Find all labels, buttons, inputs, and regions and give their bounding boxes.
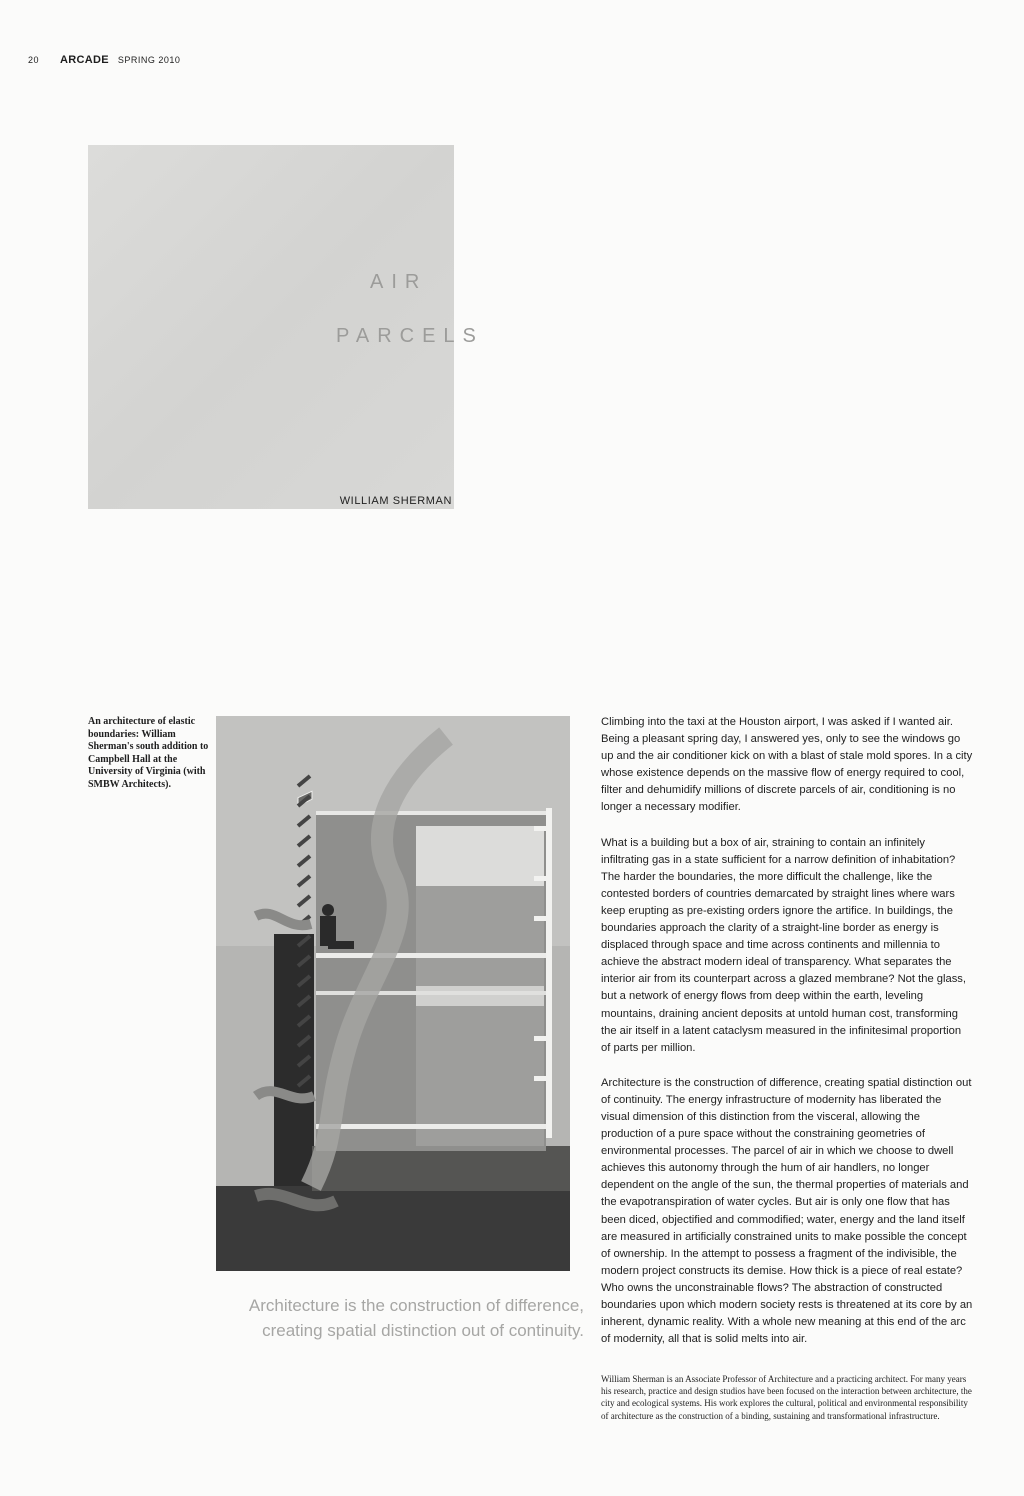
body-paragraph: Architecture is the construction of difference, creating spatial distinction out of continuity. The energy infrastructure of modernity has liberated the visual dimension of this distinction from the visceral, allowing the production of a pure space without the constraining geometries of environmental processes. The parcel of air in which we choose to dwell achieves this autonomy through the hum of air handlers, no longer dependent on the angle of the sun, the thermal properties of materials and the evapotranspiration of water cycles. But air is only one flow that has been diced, objectified and commodified; water, energy and the land itself are measured in artificially constrained units to make possible the concept of ownership. In the attempt to possess a fragment of the indivisible, the modern project constructs its demise. How thick is a piece of real estate? Who owns the unconstrainable flows? The abstraction of constructed boundaries upon which modern society rests is threatened at its core by an inherent, dynamic reality. With a whole new meaning at this end of the arc of modernity, all that is solid melts into air.: [601, 1076, 973, 1346]
article-title-line2: PARCELS: [336, 325, 484, 347]
body-paragraph: What is a building but a box of air, straining to contain an infinitely infiltrating gas in a state sufficient for a narrow definition of inhabitation? The harder the boundaries, the more difficult the challenge, like the contested borders of countries demarcated by straight lines where wars keep erupting as pre-existing orders ignore the artifice. In buildings, the boundaries approach the clarity of a straight-line border as energy is displaced through space and time across continents and millennia to achieve the abstract modern ideal of transparency. What separates the interior air from its counterpart across a glazed membrane? Not the glass, but a network of energy flows from deep within the earth, leveling mountains, draining ancient deposits at untold human cost, transforming the air itself in a latent cataclysm measured in the infinitesimal proportion of parts per million.: [601, 836, 966, 1054]
page-header: [28, 54, 180, 66]
body-paragraph: Climbing into the taxi at the Houston airport, I was asked if I wanted air. Being a pleasant spring day, I answered yes, only to see the windows go up and the air conditioner kick on with a blast of stale mold spores. In a city whose existence depends on the massive flow of energy required to cool, filter and dehumidify millions of discrete parcels of air, conditioning is no longer a necessary modifier.: [601, 716, 973, 814]
title-panel: [88, 145, 484, 509]
article-body: [601, 714, 973, 1366]
pull-quote-line1: Architecture is the construction of difference,: [248, 1296, 584, 1315]
article-title-line1: AIR: [370, 271, 428, 293]
page-number: 20: [28, 55, 40, 65]
figure-caption: An architecture of elastic boundaries: William Sherman's south addition to Campbell Hall at the University of Virginia (with SMBW Architects).: [88, 716, 209, 790]
author-bio: William Sherman is an Associate Professor of Architecture and a practicing architect. For many years his research, practice and design studios have been focused on the interaction between architecture, the city and ecological systems. His work explores the cultural, political and environmental responsibility of architecture as the construction of a binding, sustaining and transformational infrastructure.: [601, 1374, 972, 1421]
building-section-illustration: [216, 716, 570, 1271]
author-credit: WILLIAM SHERMAN: [339, 495, 452, 507]
issue-label: SPRING 2010: [117, 55, 181, 65]
pull-quote-line2: creating spatial distinction out of continuity.: [262, 1321, 584, 1340]
pull-quote: [200, 1293, 584, 1343]
magazine-name: ARCADE: [60, 54, 109, 66]
